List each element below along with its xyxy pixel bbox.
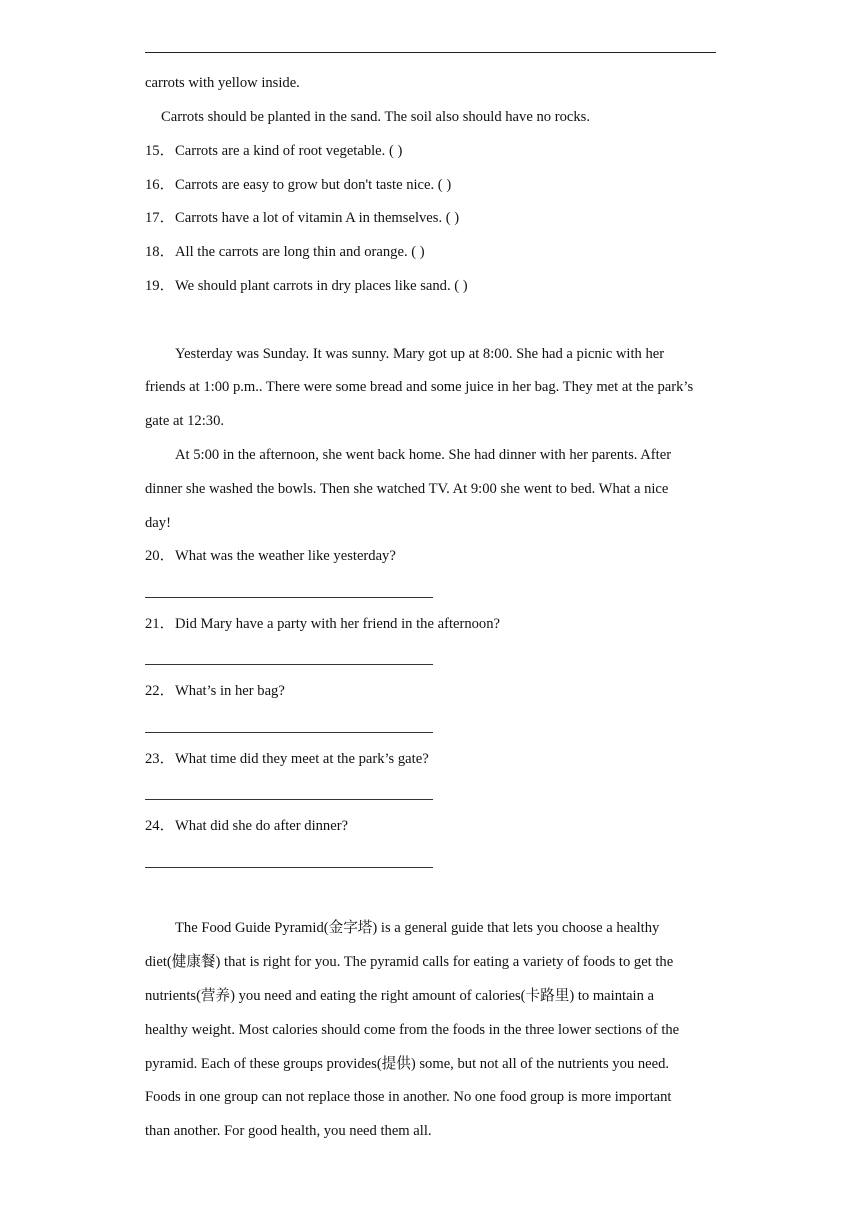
question-17	[145, 209, 459, 227]
question-text: What’s in her bag?	[175, 683, 285, 699]
passage-line: friends at 1:00 p.m.. There were some bread and some juice in her bag. They met at the park’s	[145, 379, 694, 395]
passage-line: gate at 12:30.	[145, 413, 225, 429]
question-number: 22．	[145, 683, 175, 699]
question-text: What did she do after dinner?	[175, 818, 349, 834]
question-text: Carrots are a kind of root vegetable. ( )	[175, 143, 403, 159]
question-text: Carrots are easy to grow but don't taste nice. ( )	[175, 177, 452, 193]
question-22	[145, 682, 285, 700]
passage-line: The Food Guide Pyramid(金字塔) is a general guide that lets you choose a healthy	[175, 920, 660, 936]
question-number: 17．	[145, 210, 175, 226]
answer-line[interactable]	[145, 664, 433, 665]
question-23	[145, 750, 429, 768]
question-18	[145, 243, 425, 261]
question-text: All the carrots are long thin and orange. ( )	[175, 244, 425, 260]
question-19	[145, 277, 468, 295]
question-16	[145, 176, 451, 194]
question-text: Did Mary have a party with her friend in the afternoon?	[175, 616, 500, 632]
passage-line: pyramid. Each of these groups provides(提供) some, but not all of the nutrients you need.	[145, 1056, 670, 1072]
passage-line: Foods in one group can not replace those in another. No one food group is more important	[145, 1089, 672, 1105]
question-15	[145, 142, 402, 160]
passage-line: nutrients(营养) you need and eating the right amount of calories(卡路里) to maintain a	[145, 988, 655, 1004]
passage-line: than another. For good health, you need them all.	[145, 1123, 432, 1139]
question-number: 23．	[145, 751, 175, 767]
passage-line: At 5:00 in the afternoon, she went back home. She had dinner with her parents. After	[175, 447, 672, 463]
passage-line: day!	[145, 515, 171, 531]
passage-line: healthy weight. Most calories should come from the foods in the three lower sections of the	[145, 1022, 680, 1038]
question-text: We should plant carrots in dry places like sand. ( )	[175, 278, 468, 294]
question-number: 20．	[145, 548, 175, 564]
question-24	[145, 817, 348, 835]
question-text: What was the weather like yesterday?	[175, 548, 396, 564]
passage-line: Yesterday was Sunday. It was sunny. Mary got up at 8:00. She had a picnic with her	[175, 346, 665, 362]
question-number: 15．	[145, 143, 175, 159]
answer-line[interactable]	[145, 597, 433, 598]
answer-line[interactable]	[145, 799, 433, 800]
question-number: 24．	[145, 818, 175, 834]
question-number: 18．	[145, 244, 175, 260]
question-text: What time did they meet at the park’s gate?	[175, 751, 429, 767]
header-rule	[145, 52, 716, 53]
question-21	[145, 615, 500, 633]
answer-line[interactable]	[145, 867, 433, 868]
question-text: Carrots have a lot of vitamin A in themselves. ( )	[175, 210, 460, 226]
passage-line: diet(健康餐) that is right for you. The pyramid calls for eating a variety of foods to get the	[145, 954, 674, 970]
answer-line[interactable]	[145, 732, 433, 733]
question-number: 21．	[145, 616, 175, 632]
passage-line: carrots with yellow inside.	[145, 75, 300, 91]
passage-line: Carrots should be planted in the sand. The soil also should have no rocks.	[161, 109, 590, 125]
question-number: 16．	[145, 177, 175, 193]
passage-line: dinner she washed the bowls. Then she watched TV. At 9:00 she went to bed. What a nice	[145, 481, 669, 497]
question-number: 19．	[145, 278, 175, 294]
question-20	[145, 547, 396, 565]
